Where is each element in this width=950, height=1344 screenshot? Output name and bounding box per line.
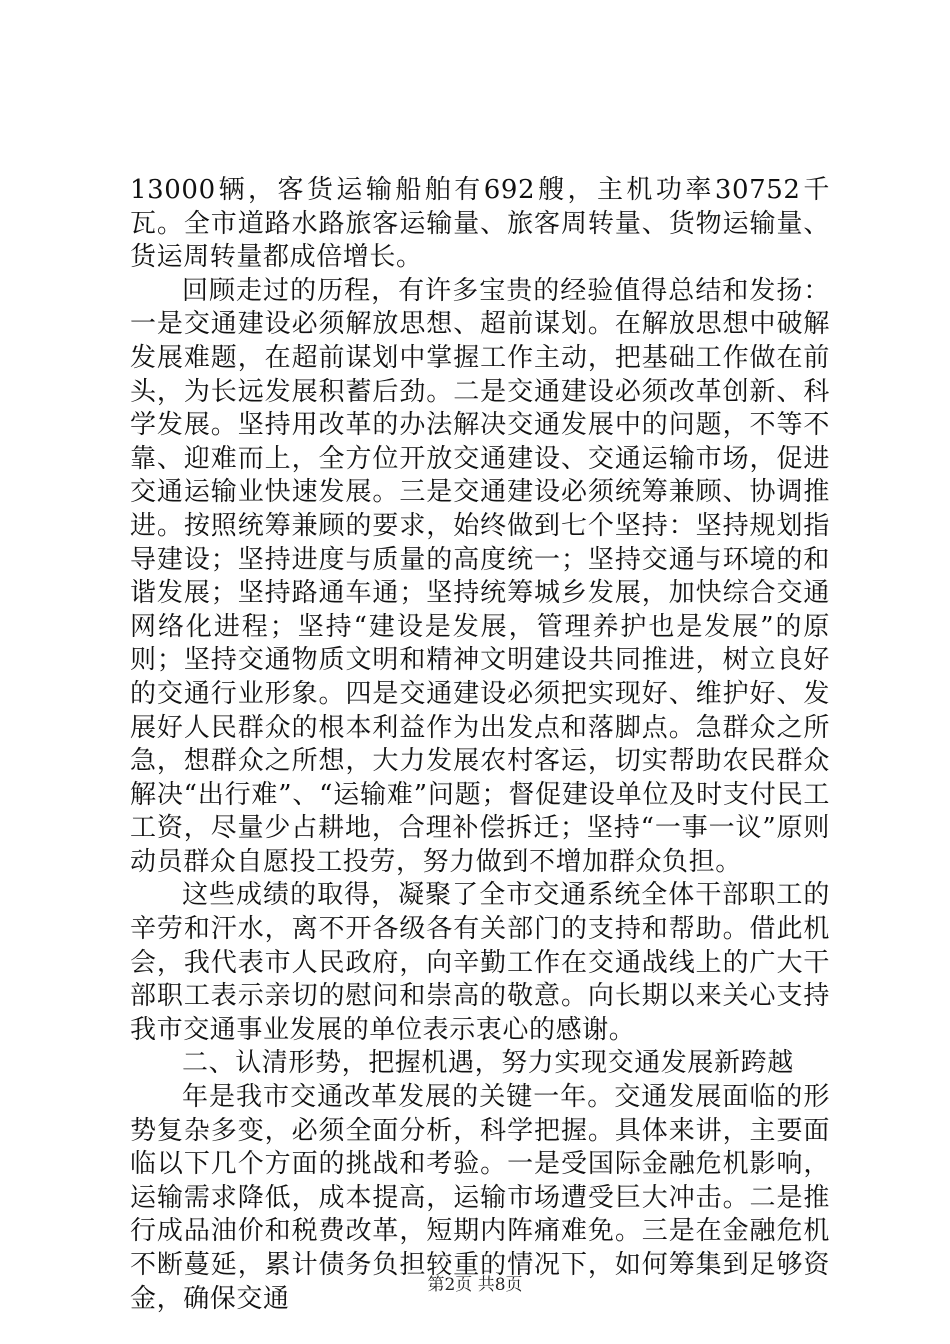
document-body — [130, 174, 830, 1316]
paragraph-experience: 回顾走过的历程，有许多宝贵的经验值得总结和发扬：一是交通建设必须解放思想、超前谋划。在解放思想中破解发展难题，在超前谋划中掌握工作主动，把基础工作做在前头，为长远发展积蓄后劲。二是交通建设必须改革创新、科学发展。坚持用改革的办法解决交通发展中的问题，不等不靠、迎难而上，全方位开放交通建设、交通运输市场，促进交通运输业快速发展。三是交通建设必须统筹兼顾、协调推进。按照统筹兼顾的要求，始终做到七个坚持：坚持规划指导建设；坚持进度与质量的高度统一；坚持交通与环境的和谐发展；坚持路通车通；坚持统筹城乡发展，加快综合交通网络化进程；坚持“建设是发展，管理养护也是发展”的原则；坚持交通物质文明和精神文明建设共同推进，树立良好的交通行业形象。四是交通建设必须把实现好、维护好、发展好人民群众的根本利益作为出发点和落脚点。急群众之所急，想群众之所想，大力发展农村客运，切实帮助农民群众解决“出行难”、“运输难”问题；督促建设单位及时支付民工工资，尽量少占耕地，合理补偿拆迁；坚持“一事一议”原则动员群众自愿投工投劳，努力做到不增加群众负担。 — [130, 275, 830, 877]
paragraph-challenges: 年是我市交通改革发展的关键一年。交通发展面临的形势复杂多变，必须全面分析，科学把握。具体来讲，主要面临以下几个方面的挑战和考验。一是受国际金融危机影响，运输需求降低，成本提高，运输市场遭受巨大冲击。二是推行成品油价和税费改革，短期内阵痛难免。三是在金融危机不断蔓延，累计债务负担较重的情况下，如何筹集到足够资金，确保交通 — [130, 1082, 830, 1314]
paragraph-continuation: 13000辆，客货运输船舶有692艘，主机功率30752千瓦。全市道路水路旅客运输量、旅客周转量、货物运输量、货运周转量都成倍增长。 — [130, 175, 830, 273]
section-heading: 二、认清形势，把握机遇，努力实现交通发展新跨越 — [182, 1048, 794, 1079]
page-number-footer: 第2页 共8页 — [427, 1275, 523, 1295]
paragraph-thanks: 这些成绩的取得，凝聚了全市交通系统全体干部职工的辛劳和汗水，离不开各级各有关部门的支持和帮助。借此机会，我代表市人民政府，向辛勤工作在交通战线上的广大干部职工表示亲切的慰问和崇高的敬意。向长期以来关心支持我市交通事业发展的单位表示衷心的感谢。 — [130, 880, 830, 1045]
